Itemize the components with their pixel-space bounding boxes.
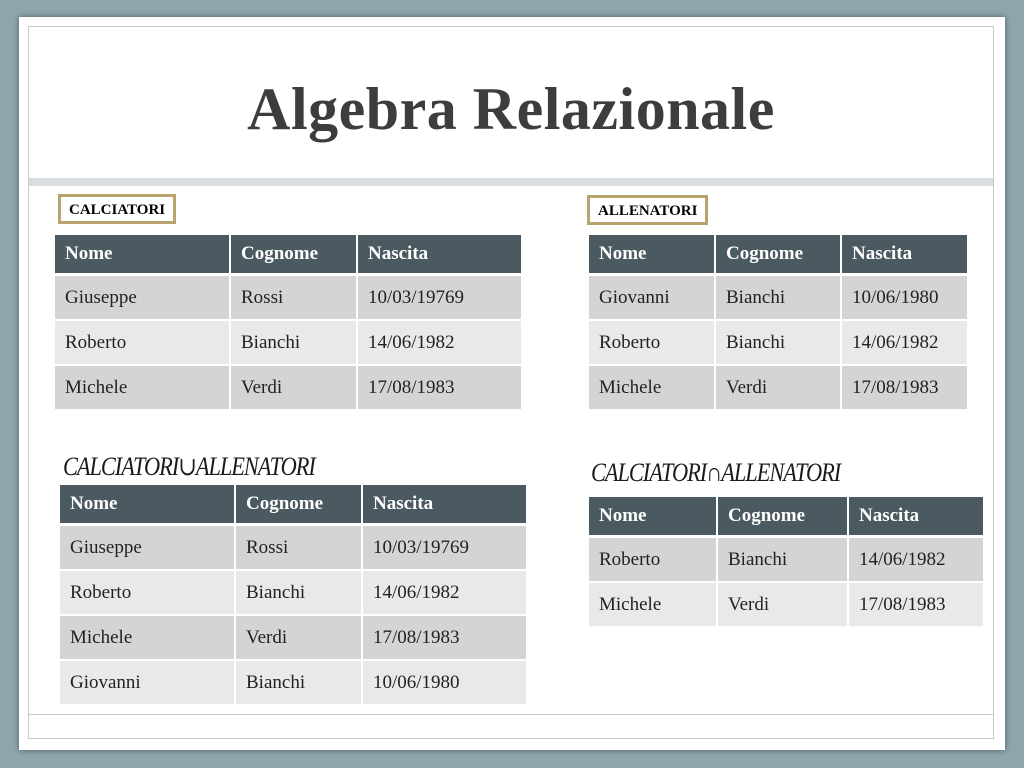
calciatori-table xyxy=(55,235,521,411)
column-header: Cognome xyxy=(235,485,362,525)
table-cell: Verdi xyxy=(715,365,841,410)
title-divider xyxy=(29,178,993,186)
table-row xyxy=(55,365,521,410)
table-cell: 10/03/19769 xyxy=(357,275,521,321)
table-cell: Bianchi xyxy=(715,320,841,365)
table-cell: Roberto xyxy=(55,320,230,365)
column-header: Nascita xyxy=(362,485,526,525)
table-row xyxy=(60,570,526,615)
table-row xyxy=(589,582,983,627)
table-cell: Giovanni xyxy=(589,275,715,321)
table-cell: Michele xyxy=(589,582,717,627)
column-header: Cognome xyxy=(230,235,357,275)
column-header: Nome xyxy=(589,235,715,275)
table-cell: 14/06/1982 xyxy=(362,570,526,615)
table-cell: Bianchi xyxy=(235,660,362,705)
table-header-row xyxy=(589,497,983,537)
table-header-row xyxy=(55,235,521,275)
table-cell: 10/06/1980 xyxy=(841,275,967,321)
table-cell: 10/03/19769 xyxy=(362,525,526,571)
table-cell: 17/08/1983 xyxy=(841,365,967,410)
slide-title: Algebra Relazionale xyxy=(247,76,775,142)
column-header: Nome xyxy=(60,485,235,525)
column-header: Nome xyxy=(55,235,230,275)
table-cell: Giovanni xyxy=(60,660,235,705)
allenatori-table xyxy=(589,235,967,411)
intersection-title: CALCIATORI∩ALLENATORI xyxy=(591,458,841,487)
table-cell: Bianchi xyxy=(715,275,841,321)
slide xyxy=(19,17,1005,750)
allenatori-label: ALLENATORI xyxy=(587,195,708,225)
column-header: Cognome xyxy=(715,235,841,275)
table-cell: Roberto xyxy=(60,570,235,615)
table-cell: 14/06/1982 xyxy=(357,320,521,365)
table-header-row xyxy=(589,235,967,275)
table-cell: Rossi xyxy=(235,525,362,571)
title-band xyxy=(29,27,993,177)
column-header: Nascita xyxy=(848,497,983,537)
table-cell: Verdi xyxy=(717,582,848,627)
table-cell: 17/08/1983 xyxy=(362,615,526,660)
table-row xyxy=(55,275,521,321)
table-cell: Roberto xyxy=(589,320,715,365)
table-cell: Giuseppe xyxy=(60,525,235,571)
table-cell: Bianchi xyxy=(717,537,848,583)
table-cell: Bianchi xyxy=(235,570,362,615)
table-cell: 17/08/1983 xyxy=(357,365,521,410)
table-row xyxy=(589,320,967,365)
table-row xyxy=(589,537,983,583)
table-row xyxy=(589,365,967,410)
table-header-row xyxy=(60,485,526,525)
table-cell: Roberto xyxy=(589,537,717,583)
table-row xyxy=(60,660,526,705)
union-table xyxy=(60,485,526,706)
table-row xyxy=(60,525,526,571)
column-header: Nascita xyxy=(357,235,521,275)
table-cell: 14/06/1982 xyxy=(848,537,983,583)
table-cell: Verdi xyxy=(230,365,357,410)
column-header: Cognome xyxy=(717,497,848,537)
table-cell: 10/06/1980 xyxy=(362,660,526,705)
table-cell: 14/06/1982 xyxy=(841,320,967,365)
table-cell: Bianchi xyxy=(230,320,357,365)
table-row xyxy=(60,615,526,660)
column-header: Nome xyxy=(589,497,717,537)
intersection-table xyxy=(589,497,983,628)
table-row xyxy=(55,320,521,365)
table-cell: Michele xyxy=(60,615,235,660)
footer-divider xyxy=(29,714,993,715)
table-cell: Michele xyxy=(55,365,230,410)
table-cell: Verdi xyxy=(235,615,362,660)
table-cell: Giuseppe xyxy=(55,275,230,321)
column-header: Nascita xyxy=(841,235,967,275)
table-cell: Rossi xyxy=(230,275,357,321)
calciatori-label: CALCIATORI xyxy=(58,194,176,224)
union-title: CALCIATORI∪ALLENATORI xyxy=(63,452,315,481)
table-cell: 17/08/1983 xyxy=(848,582,983,627)
table-row xyxy=(589,275,967,321)
table-cell: Michele xyxy=(589,365,715,410)
